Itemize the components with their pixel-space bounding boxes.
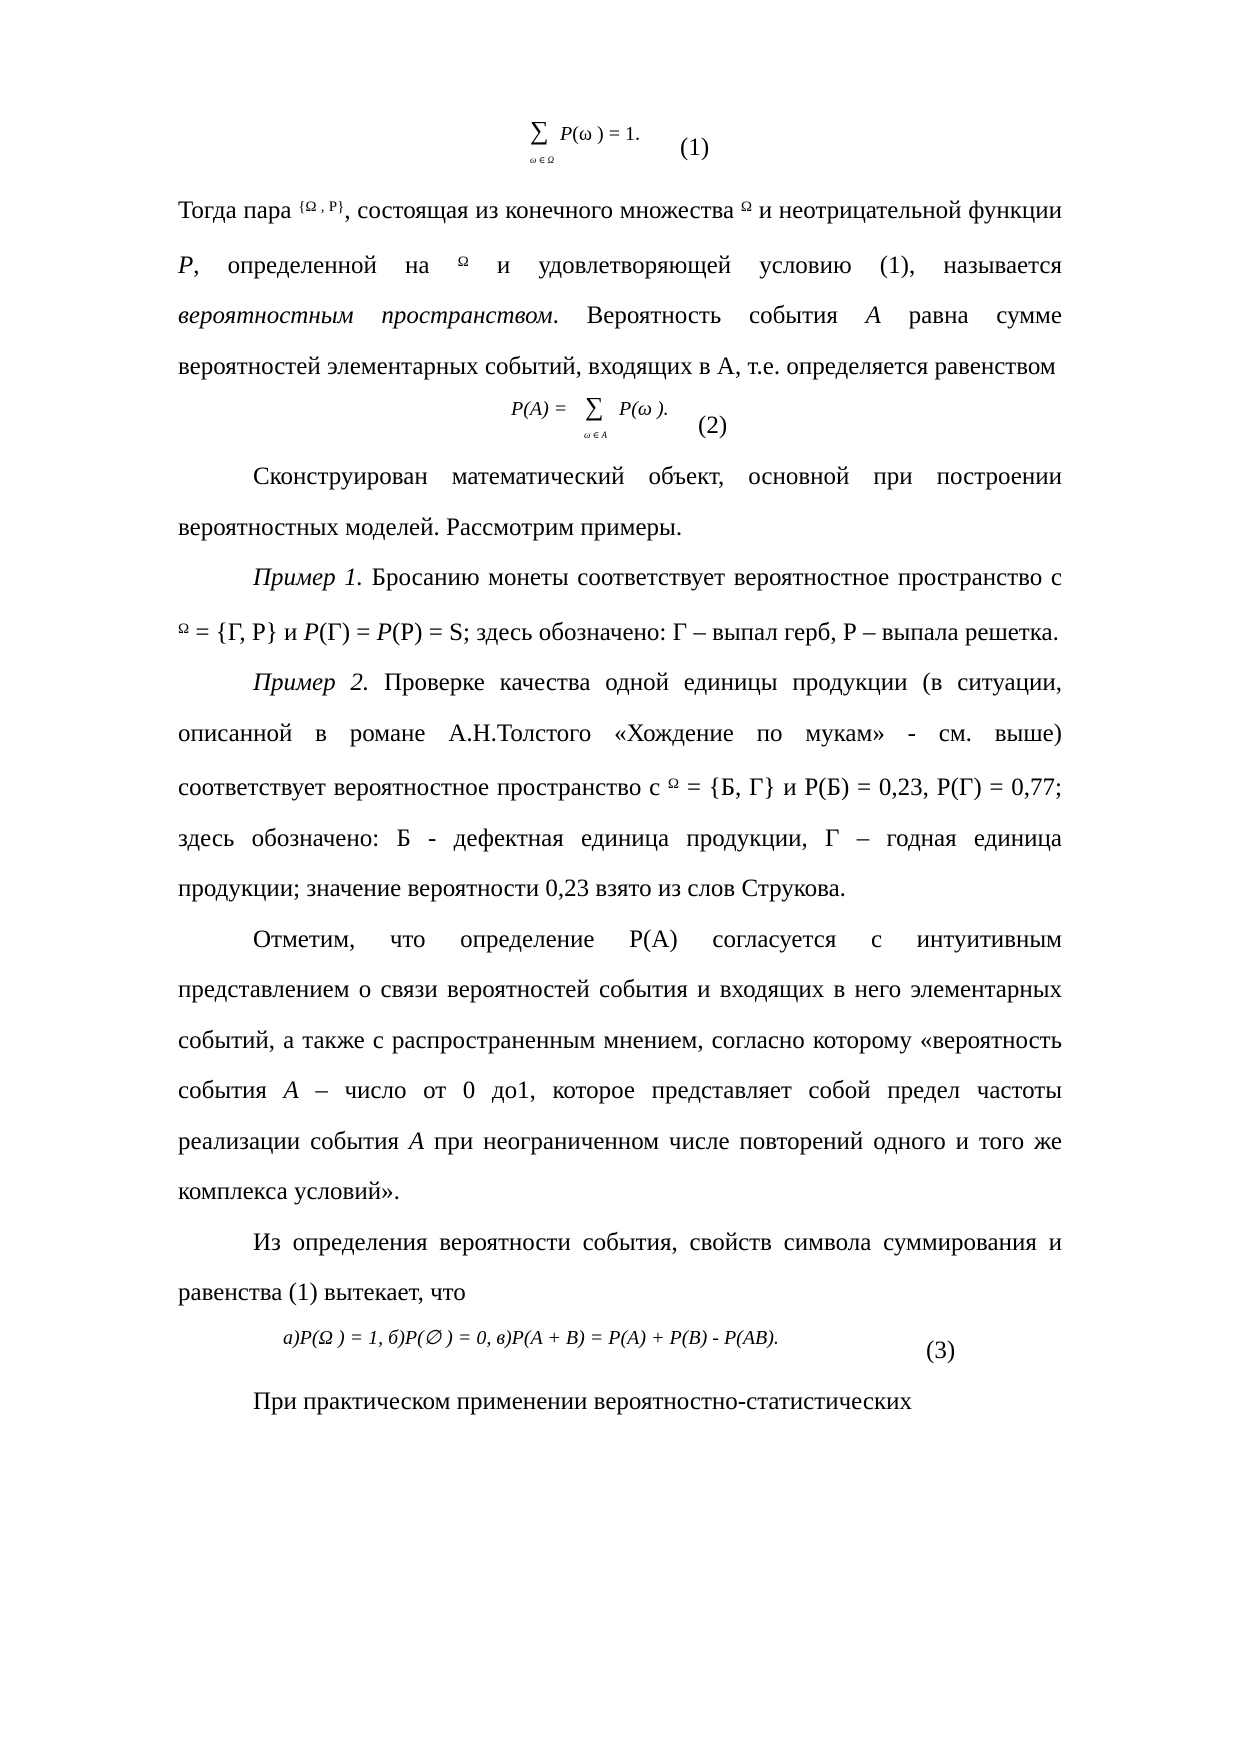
omega-symbol: Ω [457,253,469,270]
omega-symbol: Ω [740,199,752,215]
equation-2-lhs: P(A) = [511,398,568,420]
paragraph-example-2: Пример 2. Проверке качества одной единицы продукции (в ситуации, описанной в романе А.Н.Толстого «Хождение по мукам» - см. выше) соответствует вероятностное пространство с $^\Omega$ = {Б, Г} и Р(Б) = 0,23, Р(Г) = 0,77; здесь обозначено: Б - дефектная единица продукции, Г – годная единица продукции; значение вероятности 0,23 взято из слов Струкова. [178,669,1062,902]
example-2-label: Пример 2. [253,669,370,696]
equation-2-rhs: P(ω ). [619,398,669,420]
equation-1-body: P(ω ) = 1. [560,123,640,145]
sum-symbol: ∑ [585,392,604,421]
equation-2 [178,392,1062,450]
page-content [178,110,1062,1427]
omega-symbol: Ω [667,776,680,792]
equation-3-number: (3) [926,1336,956,1364]
paragraph-intuition: Отметим, что определение Р(А) согласуется с интуитивным представлением о связи вероятностей события и входящих в него элементарных событий, а также с распространенным мнением, согласно которому «вероятность события A – число от 0 до1, которое представляет собой предел частоты реализации события A при неограниченном числе повторений одного и того же комплекса условий». [178,925,1062,1205]
equation-3-body: а)P(Ω ) = 1, б)P(∅ ) = 0, в)P(A + B) = P(A) + P(B) - P(AB). [283,1326,779,1349]
equation-1-number: (1) [680,134,710,161]
equation-2-number: (2) [698,412,728,439]
paragraph-properties: Из определения вероятности события, свойств символа суммирования и равенства (1) вытекает, что [178,1228,1062,1306]
sum-symbol: ∑ [530,116,549,145]
paragraph-example-1: Пример 1. Бросанию монеты соответствует вероятностное пространство с $^\Omega$ = {Г, Р} и P(Г) = P(Р) = S; здесь обозначено: Г – выпал герб, Р – выпала решетка. [178,564,1063,646]
equation-1 [178,110,1062,180]
omega-symbol: Ω [178,620,190,637]
sum-subscript: ω ∈ A [584,430,608,440]
paragraph-practical: При практическом применении вероятностно-статистических [253,1387,912,1415]
term-probability-space: вероятностным пространством [178,302,553,329]
equation-3 [178,1319,1062,1377]
sum-subscript: ω ∈ Ω [530,155,555,165]
pair-symbol: {Ω , P} [298,199,345,215]
paragraph-probability-space: Тогда пара $^{\{\Omega , P\}}$, состоящая из конечного множества $^\Omega$ и неотрицательной функции P, определенной на $^\Omega$ и удовлетворяющей условию (1), называется вероятностным пространством. Вероятность события A равна сумме вероятностей элементарных событий, входящих в А, т.е. определяется равенством [178,197,1062,380]
paragraph-construction: Сконструирован математический объект, основной при построении вероятностных моделей. Рассмотрим примеры. [178,463,1062,541]
example-1-label: Пример 1. [253,564,363,591]
